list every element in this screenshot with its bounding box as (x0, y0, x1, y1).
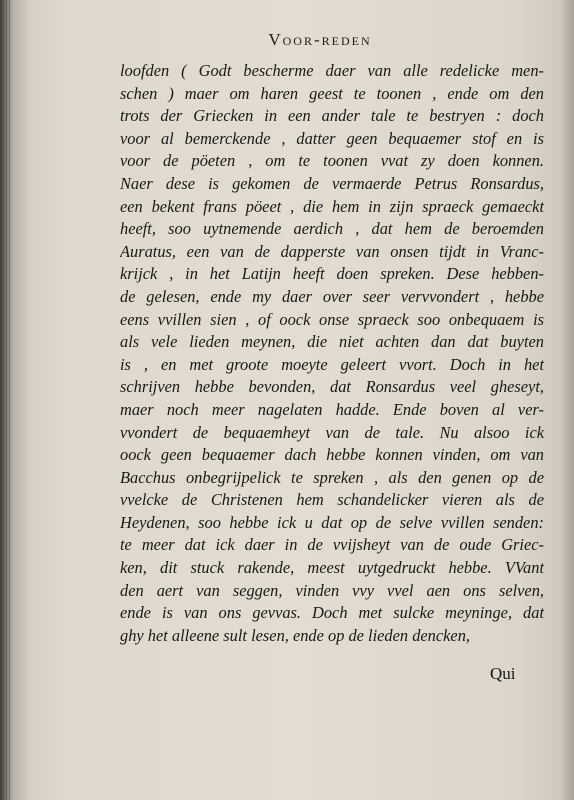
text-line: een bekent frans pöeet , die hem in zijn spraeck gemaeckt (120, 196, 544, 216)
body-text (120, 60, 544, 647)
text-line: schen ) maer om haren geest te toonen , ende om den (120, 83, 544, 103)
text-line: Bacchus onbegrijpelick te spreken , als den genen op de (120, 467, 544, 487)
text-line: oock geen bequaemer dach hebbe konnen vinden, om van (120, 445, 544, 465)
text-line: trots der Griecken in een ander tale te bestryen : doch (120, 106, 544, 126)
text-line: eens vvillen sien , of oock onse spraeck soo onbequaem is (120, 309, 544, 329)
text-line: te meer dat ick daer in de vvijsheyt van de oude Griec- (120, 535, 544, 555)
text-line: is , en met groote moeyte geleert vvort. Doch in het (120, 354, 544, 374)
text-line: Heydenen, soo hebbe ick u dat op de selve vvillen senden: (120, 512, 544, 532)
page-edge-line (6, 0, 7, 800)
text-line: de gelesen, ende my daer over seer vervvondert , hebbe (120, 286, 544, 306)
page-edge-line (3, 0, 4, 800)
text-line: loofden ( Godt bescherme daer van alle redelicke men- (120, 61, 544, 80)
catchword: Qui (490, 664, 516, 683)
running-head: Voor-reden (268, 30, 372, 49)
text-line: ken, dit stuck rakende, meest uytgedruckt hebbe. VVant (120, 558, 544, 578)
text-line: Auratus, een van de dapperste van onsen tijdt in Vranc- (120, 241, 544, 261)
text-line: vvelcke de Christenen hem schandelicker vieren als de (120, 490, 544, 510)
text-line: maer noch meer nagelaten hadde. Ende boven al ver- (120, 399, 544, 419)
text-line: ghy het alleene sult lesen, ende op de lieden dencken, (120, 625, 470, 645)
text-line: voor de pöeten , om te toonen vvat zy doen konnen. (120, 151, 544, 171)
text-line: krijck , in het Latijn heeft doen spreken. Dese hebben- (120, 264, 544, 284)
text-line: schrijven hebbe bevonden, dat Ronsardus veel gheseyt, (120, 377, 544, 397)
text-line: heeft, soo uytnemende aerdich , dat hem de beroemden (120, 219, 544, 239)
text-line: voor al bemerckende , datter geen bequaemer stof en is (120, 128, 544, 148)
page-edge-line (9, 0, 10, 800)
text-line: Naer dese is gekomen de vermaerde Petrus Ronsardus, (120, 173, 544, 193)
text-line: als vele lieden meynen, die niet achten dan dat buyten (120, 332, 544, 352)
text-line: vvondert de bequaemheyt van de tale. Nu alsoo ick (120, 422, 544, 442)
text-line: den aert van seggen, vinden vvy vvel aen ons selven, (120, 580, 544, 600)
text-line: ende is van ons gevvas. Doch met sulcke meyninge, dat (120, 603, 544, 623)
